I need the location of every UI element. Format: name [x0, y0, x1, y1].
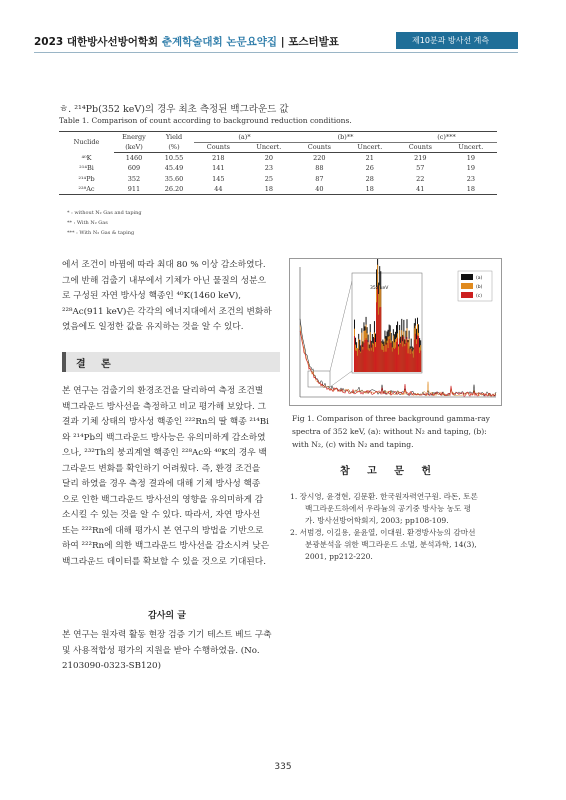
table-row — [59, 153, 497, 164]
cell-b-counts: 87 — [315, 174, 324, 183]
text-line: 로 구성된 자연 방사성 핵종인 ⁴⁰K(1460 keV), — [62, 291, 242, 301]
inset-bar — [359, 350, 360, 372]
col-sub-counts: Counts — [396, 142, 445, 153]
inset-bar — [355, 351, 356, 373]
cell-c-uncert: 18 — [445, 184, 497, 195]
acknowledgement-paragraph — [62, 628, 280, 675]
inset-bar — [365, 340, 366, 372]
col-group-c: (c)*** — [396, 132, 497, 143]
journal-title — [34, 34, 339, 49]
cell-a-uncert: 18 — [243, 184, 295, 195]
cell-c-counts: 57 — [416, 164, 425, 173]
cell-yield: 26.20 — [154, 184, 194, 195]
text-line: 백그라운드 데이터를 확보할 수 있을 것으로 기대된다. — [62, 556, 266, 567]
inset-bar — [402, 347, 403, 372]
cell-nuclide: ²¹⁴Bi — [79, 164, 94, 173]
text-line: 에서 조건이 바뀜에 따라 최대 80 % 이상 감소하였다. — [62, 260, 266, 270]
reference-item — [290, 491, 505, 527]
section-title: 결 론 — [76, 359, 117, 370]
cell-a-counts: 218 — [212, 154, 225, 162]
table-footnote: *** : With N₂ Gas & taping — [67, 230, 135, 236]
inset-bar — [366, 338, 367, 372]
cell-a-counts: 145 — [212, 174, 225, 183]
cell-b-counts: 88 — [315, 164, 324, 173]
caption-line: spectra of 352 keV, (a): without N₂ and taping, (b): — [292, 427, 487, 436]
text-line: 였음에도 일정한 값을 유지하는 것을 알 수 있다. — [62, 322, 244, 332]
title-section: | 포스터발표 — [277, 36, 339, 48]
inset-bar — [361, 345, 362, 372]
cell-a-uncert: 20 — [264, 154, 273, 162]
inset-bar — [416, 344, 417, 372]
inset-bar — [394, 349, 395, 372]
legend-label: (a) — [476, 276, 483, 281]
section-marker — [62, 352, 66, 372]
inset-bar — [410, 354, 411, 372]
cell-energy: 609 — [127, 164, 141, 173]
inset-bar — [404, 346, 405, 372]
inset-bar — [384, 345, 385, 372]
inset-bar — [382, 350, 383, 372]
page-number: 335 — [274, 762, 292, 772]
inset-bar — [397, 338, 398, 372]
inset-bar — [362, 350, 363, 373]
legend-swatch-b — [461, 283, 473, 289]
legend-label: (c) — [476, 294, 482, 299]
cell-nuclide: ²²⁸Ac — [59, 184, 114, 195]
count-comparison-table — [59, 131, 497, 195]
text-line: 및 사용적합성 평가의 지원을 받아 수행하였음. (No. — [62, 645, 260, 656]
cell-a-counts: 44 — [194, 184, 243, 195]
reference-line: 분광분석을 위한 백그라운드 소멸, 분석과학, 14(3), — [305, 540, 477, 549]
cell-yield: 35.60 — [164, 174, 184, 183]
header-divider — [34, 52, 518, 53]
legend-swatch-c — [461, 292, 473, 298]
acknowledgement-title: 감사의 글 — [148, 611, 186, 621]
inset-bar — [369, 351, 370, 372]
inset-bar — [376, 302, 377, 372]
table-footnote: ** : With N₂ Gas — [67, 220, 108, 226]
col-sub-counts: Counts — [194, 142, 243, 153]
table-row — [59, 184, 497, 195]
text-line: 또는 ²²²Rn에 대해 평가시 본 연구의 방법을 기반으로 — [62, 525, 264, 536]
inset-bar — [398, 355, 399, 372]
reference-line: 2. 서범경, 이길용, 윤윤열, 이대원. 환경방사능의 감마선 — [290, 528, 476, 537]
reference-line: 2001, pp212-220. — [305, 552, 373, 561]
legend-swatch-a — [461, 274, 473, 280]
cell-energy: 911 — [114, 184, 154, 195]
zoom-connector — [330, 281, 352, 371]
cell-energy: 1460 — [125, 154, 143, 162]
inset-bar — [377, 286, 378, 372]
inset-bar — [363, 343, 364, 372]
inset-bar — [381, 350, 382, 372]
cell-c-counts: 219 — [414, 154, 427, 162]
spectrum-plot — [290, 259, 501, 405]
col-group-b: (b)** — [295, 132, 396, 143]
cell-nuclide: ²¹⁴Pb — [78, 174, 95, 183]
inset-bar — [392, 352, 393, 372]
conclusion-paragraph — [62, 384, 280, 570]
cell-a-uncert: 25 — [264, 174, 273, 183]
inset-bar — [414, 340, 415, 372]
inset-bar — [357, 356, 358, 372]
col-header-energy-unit: (keV) — [114, 142, 154, 153]
inset-bar — [371, 351, 372, 372]
cell-c-counts: 22 — [416, 174, 425, 183]
inset-bar — [354, 336, 355, 372]
text-line: 소시킬 수 있는 것을 알 수 있다. 따라서, 자연 방사선 — [62, 510, 261, 520]
references-list — [290, 491, 505, 563]
zoom-region — [308, 371, 330, 387]
col-group-a: (a)* — [194, 132, 295, 143]
zoom-connector — [330, 371, 352, 387]
inset-bar — [407, 337, 408, 372]
inset-bar — [412, 354, 413, 373]
cell-c-uncert: 19 — [466, 164, 475, 173]
text-line: 백그라운드 방사선을 측정하고 비교 평가해 보았다. 그 — [62, 401, 266, 412]
inset-bar — [405, 343, 406, 372]
inset-bar — [380, 307, 381, 372]
inset-bar — [396, 342, 397, 372]
inset-bar — [415, 334, 416, 372]
text-line: 하여 ²²²Rn에 의한 백그라운드 방사선을 감소시켜 낮은 — [62, 541, 269, 551]
inset-bar — [370, 340, 371, 372]
cell-energy: 352 — [127, 174, 141, 183]
text-line: 달리 하였을 경우 측정 결과에 대해 기체 방사성 핵종 — [62, 479, 261, 489]
results-paragraph — [62, 258, 280, 336]
reference-item — [290, 527, 505, 563]
text-line: 그에 반해 검출기 내부에서 기체가 아닌 물질의 성분으 — [62, 275, 266, 286]
text-line: 본 연구는 검출기의 환경조건을 달리하여 측정 조건별 — [62, 386, 264, 396]
legend-label: (b) — [476, 285, 483, 290]
inset-bar — [374, 338, 375, 372]
inset-bar — [420, 351, 421, 373]
reference-line: 1. 장시영, 윤경현, 김문환. 한국원자력연구원. 라돈, 토론 — [290, 492, 478, 501]
inset-bar — [401, 337, 402, 373]
cell-c-counts: 41 — [396, 184, 445, 195]
inset-bar — [389, 339, 390, 372]
inset-bar — [360, 353, 361, 372]
spectrum-figure — [289, 258, 502, 406]
cell-c-uncert: 23 — [466, 174, 475, 183]
cell-b-uncert: 21 — [365, 154, 374, 162]
col-sub-uncert: Uncert. — [243, 142, 295, 153]
cell-a-uncert: 23 — [264, 164, 273, 173]
inset-bar — [358, 349, 359, 372]
table-row — [59, 174, 497, 185]
inset-bar — [419, 353, 420, 372]
text-line: 으나, ²³²Th의 붕괴계열 핵종인 ²²⁸Ac와 ⁴⁰K의 경우 백 — [62, 448, 267, 458]
col-sub-uncert: Uncert. — [445, 142, 497, 153]
inset-bar — [386, 352, 387, 372]
col-sub-uncert: Uncert. — [344, 142, 396, 153]
inset-bar — [387, 343, 388, 372]
col-header-yield: Yield — [154, 132, 194, 143]
inset-bar — [372, 345, 373, 372]
inset-bar — [367, 340, 368, 372]
col-header-nuclide: Nuclide — [59, 132, 114, 153]
table-footnote: * : without N₂ Gas and taping — [67, 210, 142, 216]
text-line: 와 ²¹⁴Pb의 백그라운드 방사능은 유의미하게 감소하였 — [62, 432, 266, 443]
cell-b-counts: 220 — [313, 154, 326, 162]
cell-c-uncert: 19 — [466, 154, 475, 162]
cell-b-counts: 40 — [295, 184, 344, 195]
text-line: 2103090-0323-SB120) — [62, 661, 161, 671]
text-line: 그라운드 변화를 확인하기 어려웠다. 즉, 환경 조건을 — [62, 463, 261, 474]
inset-bar — [403, 337, 404, 373]
inset-bar — [399, 339, 400, 373]
text-line: ²²⁸Ac(911 keV)은 각각의 에너지대에서 조건의 변화하 — [62, 306, 272, 317]
inset-bar — [391, 343, 392, 372]
caption-line: with N₂, (c) with N₂ and taping. — [292, 440, 414, 449]
peak-label: 352 keV — [370, 286, 389, 291]
table-caption-en: Table 1. Comparison of count according to background reduction conditions. — [59, 116, 352, 125]
cell-a-counts: 141 — [212, 164, 225, 173]
inset-bar — [400, 344, 401, 372]
col-sub-counts: Counts — [295, 142, 344, 153]
text-line: 결과 기체 상태의 방사성 핵종인 ²²²Rn의 딸 핵종 ²¹⁴Bi — [62, 417, 269, 427]
caption-line: Fig 1. Comparison of three background gamma-ray — [292, 414, 490, 423]
reference-line: 가. 방사선방어학회지, 2003; pp108-109. — [305, 516, 449, 525]
reference-line: 백그라운드하에서 우라늄의 공기중 방사능 농도 평 — [305, 504, 472, 513]
inset-bar — [393, 348, 394, 372]
inset-bar — [375, 347, 376, 372]
inset-bar — [395, 348, 396, 372]
title-main: 2023 대한방사선방어학회 — [34, 36, 162, 48]
inset-bar — [388, 348, 389, 372]
division-badge: 제10분과 방사선 계측 — [396, 32, 518, 49]
col-header-energy: Energy — [114, 132, 154, 143]
inset-bar — [383, 352, 384, 372]
cell-b-uncert: 18 — [344, 184, 396, 195]
figure-caption — [292, 412, 500, 451]
inset-bar — [418, 336, 419, 372]
text-line: 본 연구는 원자력 활동 현장 검증 기기 테스트 베드 구축 — [62, 630, 272, 640]
section-heading-conclusion — [62, 352, 280, 372]
cell-nuclide: ⁴⁰K — [81, 153, 92, 162]
inset-bar — [368, 350, 369, 372]
inset-bar — [413, 358, 414, 372]
inset-bar — [379, 307, 380, 372]
inset-bar — [390, 343, 391, 372]
inset-bar — [417, 335, 418, 372]
table-row — [59, 163, 497, 174]
table-caption-ko: ㅎ. ²¹⁴Pb(352 keV)의 경우 최초 측정된 백그라운드 값 — [59, 104, 289, 115]
inset-bar — [408, 353, 409, 372]
cell-b-uncert: 28 — [365, 174, 374, 183]
inset-bar — [409, 349, 410, 372]
text-line: 으로 인한 백그라운드 방사선의 영향을 유의미하게 감 — [62, 494, 264, 505]
inset-bar — [373, 352, 374, 372]
cell-yield: 45.49 — [164, 164, 184, 173]
references-title: 참 고 문 헌 — [340, 466, 439, 477]
inset-bar — [356, 351, 357, 372]
cell-b-uncert: 26 — [365, 164, 374, 173]
inset-bar — [378, 315, 379, 372]
cell-yield: 10.55 — [164, 154, 184, 162]
col-header-yield-unit: (%) — [154, 142, 194, 153]
inset-bar — [411, 349, 412, 372]
title-accent: 춘계학술대회 논문요약집 — [161, 36, 278, 48]
